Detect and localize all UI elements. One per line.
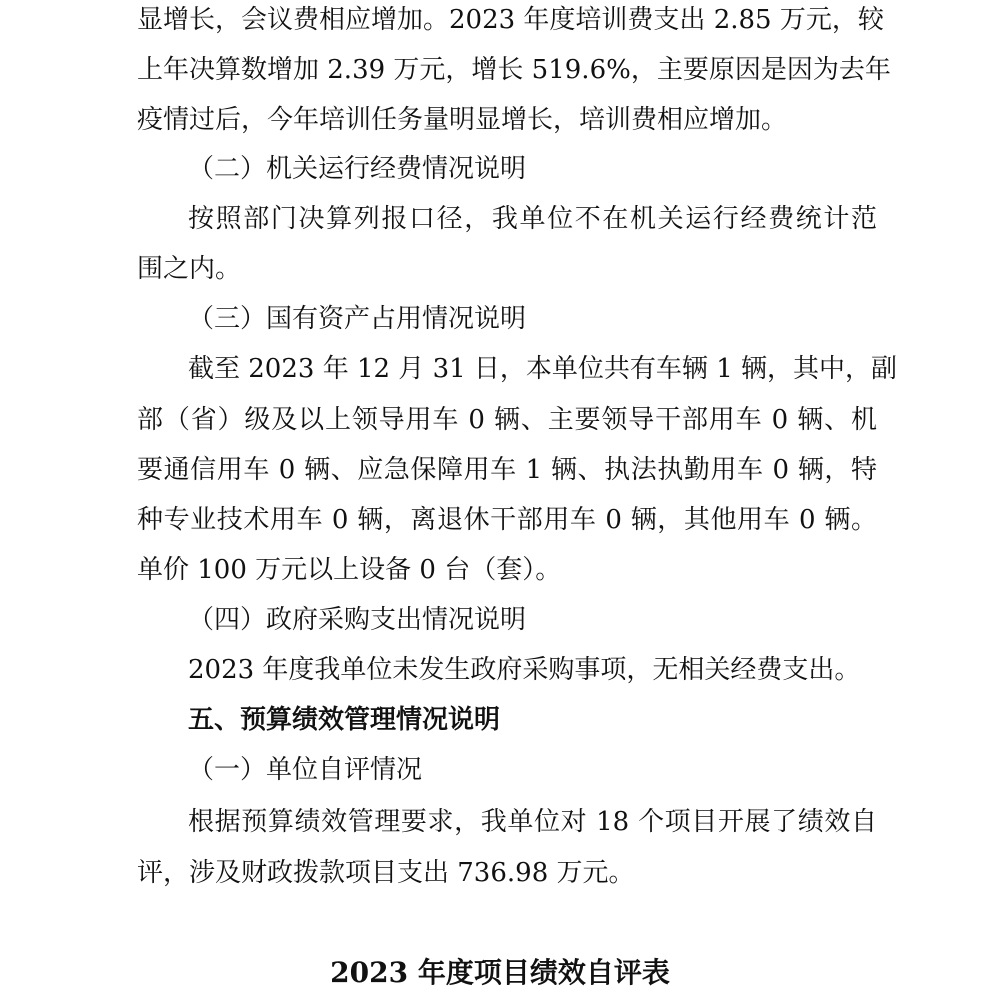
body-text-line: 上年决算数增加 2.39 万元，增长 519.6%，主要原因是因为去年 [137,55,891,85]
body-text-line: 评，涉及财政拨款项目支出 736.98 万元。 [137,858,635,888]
body-text-line: 截至 2023 年 12 月 31 日，本单位共有车辆 1 辆，其中，副 [188,354,897,384]
chapter-heading: 五、预算绩效管理情况说明 [188,705,501,735]
body-text-line: 2023 年度我单位未发生政府采购事项，无相关经费支出。 [188,655,861,685]
body-text-line: 围之内。 [137,254,242,284]
body-text-line: 要通信用车 0 辆、应急保障用车 1 辆、执法执勤用车 0 辆，特 [137,455,877,485]
section-heading: （四）政府采购支出情况说明 [188,605,527,635]
body-text-line: 显增长，会议费相应增加。2023 年度培训费支出 2.85 万元，较 [137,5,884,35]
section-heading: （一）单位自评情况 [188,755,423,785]
body-text-line: 单价 100 万元以上设备 0 台（套）。 [137,555,562,585]
table-title: 2023 年度项目绩效自评表 [330,956,670,989]
body-text-line: 种专业技术用车 0 辆，离退休干部用车 0 辆，其他用车 0 辆。 [137,505,877,535]
body-text-line: 根据预算绩效管理要求，我单位对 18 个项目开展了绩效自 [188,807,877,837]
section-heading: （二）机关运行经费情况说明 [188,154,527,184]
section-heading: （三）国有资产占用情况说明 [188,304,527,334]
body-text-line: 按照部门决算列报口径，我单位不在机关运行经费统计范 [188,204,877,234]
body-text-line: 部（省）级及以上领导用车 0 辆、主要领导干部用车 0 辆、机 [137,405,877,435]
body-text-line: 疫情过后，今年培训任务量明显增长，培训费相应增加。 [137,105,788,135]
